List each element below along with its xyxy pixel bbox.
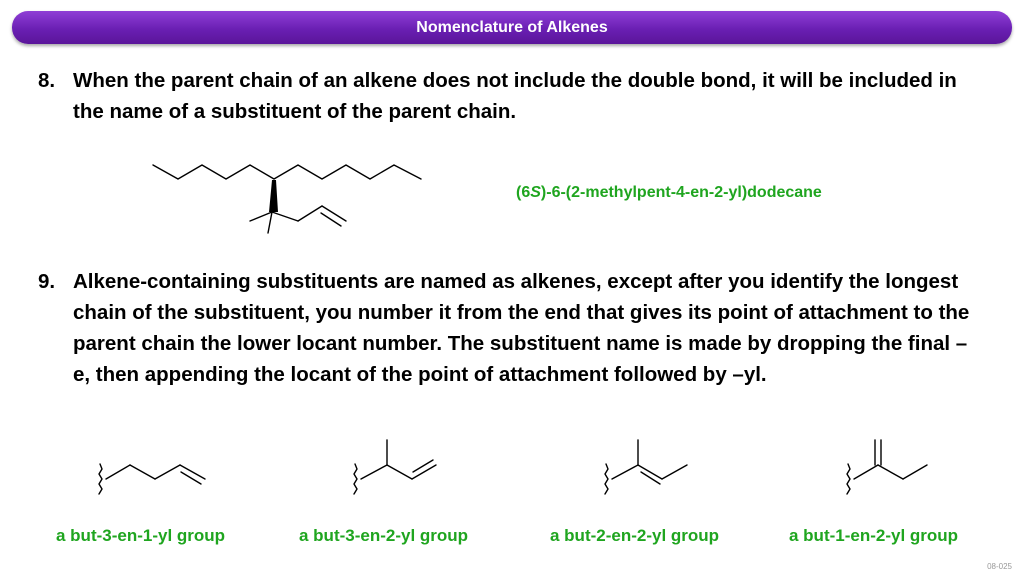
group-label-but-2-en-2-yl: a but-2-en-2-yl group bbox=[550, 526, 720, 545]
slide-number: 08-025 bbox=[987, 562, 1012, 571]
but-1-en-2-yl-structure bbox=[847, 440, 927, 494]
rule-8-text: When the parent chain of an alkene does not include the double bond, it will be included in the name of a substituent of the parent chain. bbox=[73, 69, 957, 123]
group-label-but-3-en-1-yl: a but-3-en-1-yl group bbox=[56, 526, 226, 545]
but-2-en-2-yl-structure bbox=[605, 440, 687, 494]
example-name-prefix: (6 bbox=[516, 184, 531, 201]
rule-9-number: 9. bbox=[38, 270, 56, 293]
group-label-but-1-en-2-yl: a but-1-en-2-yl group bbox=[789, 526, 959, 545]
slide-title: Nomenclature of Alkenes bbox=[416, 18, 608, 36]
example-name-stereo: S bbox=[530, 184, 541, 201]
but-3-en-1-yl-structure bbox=[99, 464, 205, 494]
example-name-rest: )-6-(2-methylpent-4-en-2-yl)dodecane bbox=[540, 184, 822, 201]
example-molecule-structure bbox=[153, 165, 421, 233]
rule-8-number: 8. bbox=[38, 69, 56, 92]
rule-9-text: Alkene-containing substituents are named as alkenes, except after you identify the longest chain of the substituent, you number it from the end that gives its point of attachment to the parent chain the lower locant number. The substituent name is made by dropping the final –e, then appending the locant of the point of attachment followed by –yl. bbox=[73, 270, 970, 386]
but-3-en-2-yl-structure bbox=[354, 440, 436, 494]
group-label-but-3-en-2-yl: a but-3-en-2-yl group bbox=[299, 526, 469, 545]
